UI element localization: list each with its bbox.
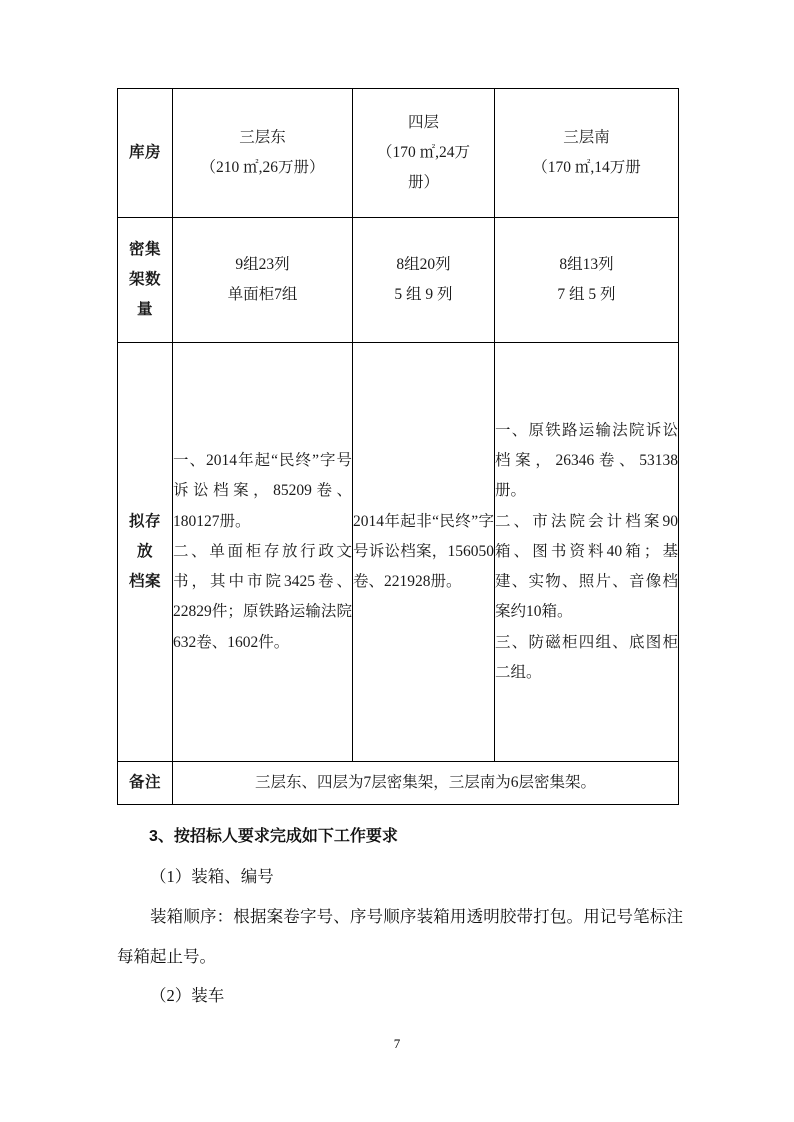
storeroom-table xyxy=(117,88,679,805)
floor-spec: （210 ㎡,26万册） xyxy=(200,159,325,176)
quantity-line: 8组13列 xyxy=(559,255,614,273)
floor-spec: （170 ㎡,24万 xyxy=(376,143,470,161)
archive-paragraph: 二、市法院会计档案90箱、图书资料40箱；基建、实物、照片、音像档案约10箱。 xyxy=(495,512,678,621)
floor-spec: （170 ㎡,14万册 xyxy=(532,159,641,176)
row-label-line: 拟存 xyxy=(128,512,161,530)
table-row-shelf-quantity xyxy=(118,218,679,343)
section-heading: 3、按招标人要求完成如下工作要求 xyxy=(149,828,398,845)
page-number: 7 xyxy=(393,1036,401,1051)
row-label-line: 档案 xyxy=(128,573,161,591)
row-label-storeroom xyxy=(118,89,173,218)
cell-quantity-floor3south xyxy=(495,218,679,343)
cell-archives-floor3east xyxy=(173,343,353,762)
cell-storeroom-floor4 xyxy=(353,89,495,218)
archive-paragraph: 一、2014年起“民终”字号诉讼档案，85209卷、180127册。 xyxy=(173,452,352,530)
cell-archives-floor4 xyxy=(353,343,495,762)
archive-paragraph: 一、原铁路运输法院诉讼档案，26346卷、53138册。 xyxy=(495,422,678,500)
row-label-line: 量 xyxy=(136,301,153,319)
row-label-remarks xyxy=(118,762,173,805)
row-label-planned-archives xyxy=(118,343,173,762)
cell-remarks-text: 三层东、四层为7层密集架，三层南为6层密集架。 xyxy=(173,762,679,805)
quantity-line: 9组23列 xyxy=(235,255,290,273)
row-label-line: 库房 xyxy=(128,143,161,161)
floor-name: 三层东 xyxy=(239,128,286,146)
floor-name: 三层南 xyxy=(563,128,610,146)
archive-paragraph: 三、防磁柜四组、底图柜二组。 xyxy=(495,633,678,681)
table-row-planned-archives xyxy=(118,343,679,762)
archive-paragraph: 2014年起非“民终”字号诉讼档案，156050卷、221928册。 xyxy=(353,512,494,591)
quantity-line: 7 组 5 列 xyxy=(557,286,616,303)
body-text-block xyxy=(117,818,683,1016)
quantity-line: 8组20列 xyxy=(396,255,451,273)
list-item-2: （2）装车 xyxy=(150,986,225,1006)
archive-paragraph: 二、单面柜存放行政文书，其中市院3425卷、22829件；原铁路运输法院632卷、1602件。 xyxy=(173,542,352,651)
list-item-1-body: 装箱顺序：根据案卷字号、序号顺序装箱用透明胶带打包。用记号笔标注每箱起止号。 xyxy=(117,906,683,966)
cell-quantity-floor4 xyxy=(353,218,495,343)
floor-name: 四层 xyxy=(407,113,439,131)
row-label-line: 架数 xyxy=(128,270,161,288)
quantity-line: 5 组 9 列 xyxy=(394,286,453,303)
row-label-shelf-quantity xyxy=(118,218,173,343)
cell-storeroom-floor3south xyxy=(495,89,679,218)
floor-spec-cont: 册） xyxy=(407,174,439,192)
list-item-1: （1）装箱、编号 xyxy=(150,866,274,886)
row-label-line: 密集 xyxy=(128,240,161,258)
row-label-line: 放 xyxy=(136,542,153,560)
cell-storeroom-floor3east xyxy=(173,89,353,218)
table-row-remarks xyxy=(118,762,679,805)
cell-archives-floor3south xyxy=(495,343,679,762)
row-label-line: 备注 xyxy=(128,773,161,791)
quantity-line: 单面柜7组 xyxy=(227,286,298,303)
cell-quantity-floor3east xyxy=(173,218,353,343)
table-row-storeroom xyxy=(118,89,679,218)
